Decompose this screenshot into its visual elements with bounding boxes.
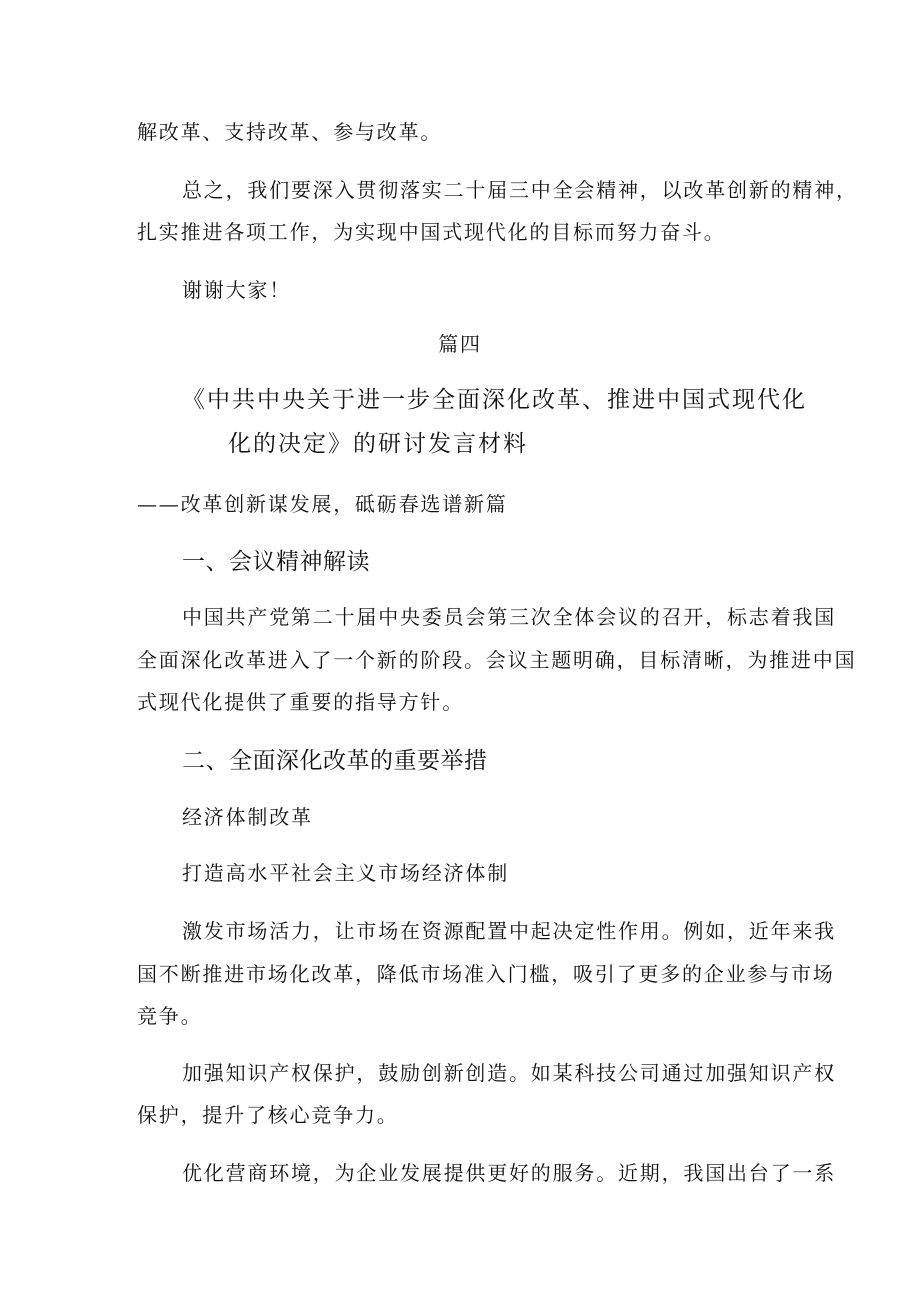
document-title-line-2: 化的决定》的研讨发言材料 <box>228 431 528 457</box>
paragraph-line: 中国共产党第二十届中央委员会第三次全体会议的召开，标志着我国 <box>182 605 836 629</box>
paragraph-line: 激发市场活力，让市场在资源配置中起决定性作用。例如，近年来我 <box>182 919 836 943</box>
section-title: 篇四 <box>438 332 482 356</box>
subtitle: ——改革创新谋发展，砥砺春选谱新篇 <box>137 492 508 516</box>
paragraph-line: 总之，我们要深入贯彻落实二十届三中全会精神，以改革创新的精神， <box>182 178 858 202</box>
paragraph-line: 式现代化提供了重要的指导方针。 <box>137 690 464 714</box>
paragraph-line: 优化营商环境，为企业发展提供更好的服务。近期，我国出台了一系 <box>182 1161 836 1185</box>
section-heading-2: 二、全面深化改革的重要举措 <box>182 748 488 774</box>
subheading: 打造高水平社会主义市场经济体制 <box>182 861 509 885</box>
paragraph-line: 加强知识产权保护，鼓励创新创造。如某科技公司通过加强知识产权 <box>182 1061 836 1085</box>
paragraph-line: 全面深化改革进入了一个新的阶段。会议主题明确，目标清晰，为推进中国 <box>137 648 857 672</box>
paragraph-line: 解改革、支持改革、参与改革。 <box>137 120 443 144</box>
paragraph-line: 扎实推进各项工作，为实现中国式现代化的目标而努力奋斗。 <box>137 220 726 244</box>
paragraph-line: 竞争。 <box>137 1004 203 1028</box>
paragraph-line: 保护，提升了核心竞争力。 <box>137 1103 399 1127</box>
closing-line: 谢谢大家！ <box>182 278 291 302</box>
subheading: 经济体制改革 <box>182 805 313 829</box>
section-heading-1: 一、会议精神解读 <box>182 549 370 575</box>
paragraph-line: 国不断推进市场化改革，降低市场准入门槛，吸引了更多的企业参与市场 <box>137 962 835 986</box>
document-title-line-1: 《中共中央关于进一步全面深化改革、推进中国式现代化 <box>182 387 807 413</box>
